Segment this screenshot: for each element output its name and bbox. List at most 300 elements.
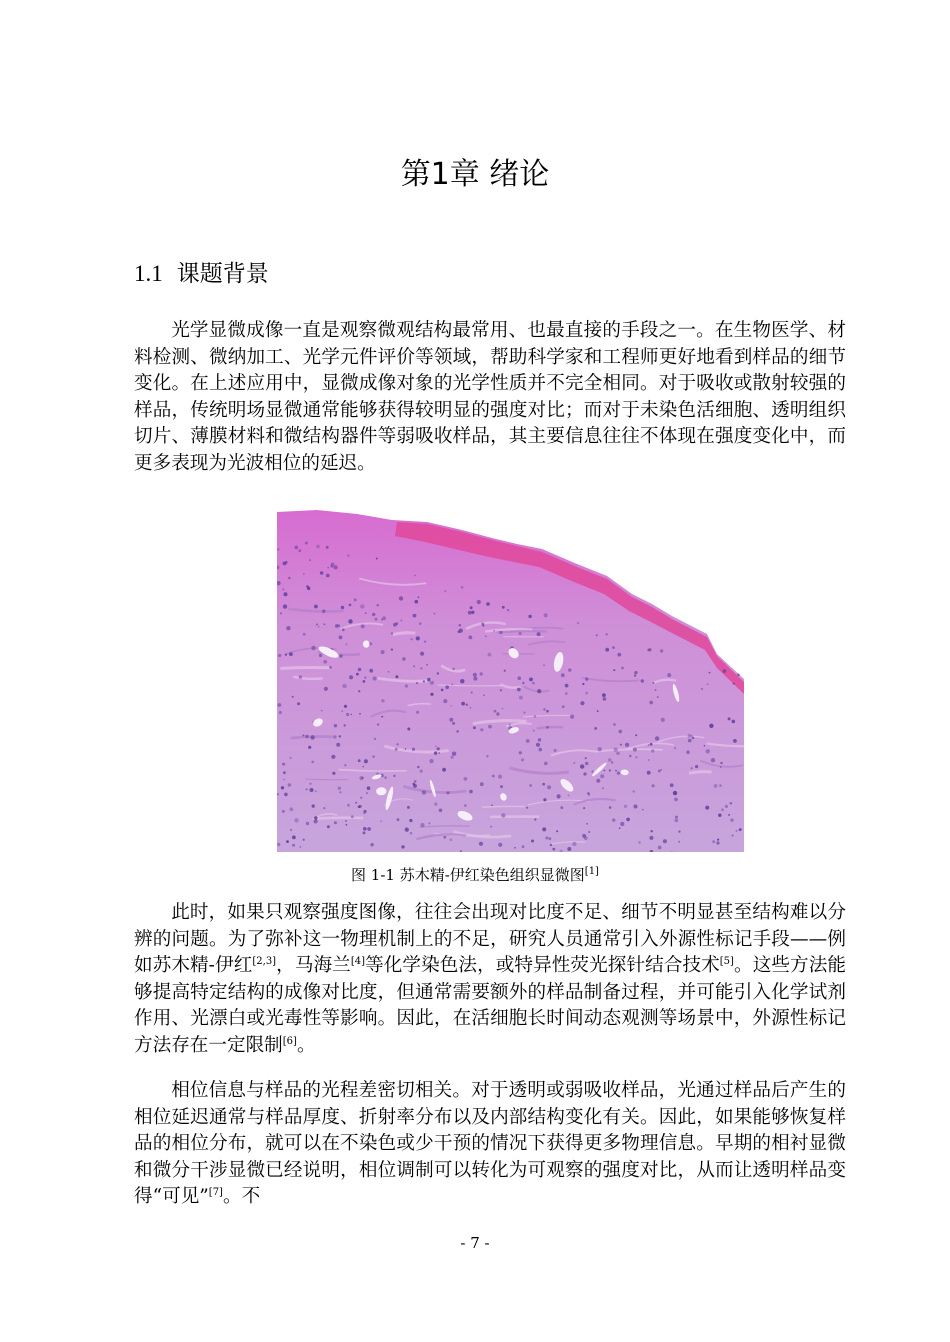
nucleus: [399, 596, 403, 600]
nucleus: [583, 807, 585, 809]
nucleus: [320, 572, 322, 574]
nucleus: [347, 804, 350, 807]
nucleus: [723, 669, 727, 673]
nucleus: [678, 841, 680, 843]
figure-caption-ref: [1]: [584, 866, 599, 877]
nucleus: [286, 626, 290, 630]
nucleus: [650, 743, 653, 746]
nucleus: [674, 747, 676, 749]
nucleus: [552, 848, 555, 851]
nucleus: [674, 819, 678, 823]
nucleus: [519, 632, 522, 635]
section-number: 1.1: [134, 261, 163, 286]
nucleus: [709, 672, 711, 674]
nucleus: [430, 693, 433, 696]
nucleus: [546, 726, 549, 729]
nucleus: [452, 722, 455, 725]
nucleus: [331, 755, 335, 759]
micrograph-image: [277, 504, 744, 852]
nucleus: [282, 588, 284, 590]
nucleus: [557, 794, 561, 798]
nucleus: [346, 713, 349, 716]
nucleus: [338, 787, 341, 790]
nucleus: [611, 761, 613, 763]
nucleus: [647, 771, 651, 775]
nucleus: [603, 697, 607, 701]
nucleus: [556, 830, 558, 832]
nucleus: [351, 714, 353, 716]
nucleus: [422, 790, 426, 794]
nucleus: [405, 684, 408, 687]
nucleus: [316, 545, 320, 549]
nucleus: [728, 814, 730, 816]
nucleus: [534, 818, 536, 820]
nucleus: [438, 752, 440, 754]
citation-ref: [6]: [282, 1035, 297, 1047]
nucleus: [441, 689, 444, 692]
nucleus: [444, 836, 447, 839]
nucleus: [359, 805, 362, 808]
nucleus: [720, 762, 722, 764]
nucleus: [344, 724, 346, 726]
nucleus: [629, 755, 632, 758]
nucleus: [616, 752, 619, 755]
nucleus: [620, 822, 624, 826]
nucleus: [647, 649, 650, 652]
nucleus: [545, 837, 548, 840]
nucleus: [651, 830, 653, 832]
nucleus: [464, 777, 468, 781]
nucleus: [542, 783, 545, 786]
nucleus: [442, 768, 446, 772]
nucleus: [526, 739, 530, 743]
nucleus: [292, 836, 296, 840]
nucleus: [309, 788, 313, 792]
nucleus: [737, 674, 740, 677]
nucleus: [739, 828, 742, 831]
nucleus: [635, 756, 637, 758]
nucleus: [658, 770, 661, 773]
nucleus: [281, 786, 284, 789]
nucleus: [367, 786, 371, 790]
nucleus: [376, 558, 378, 560]
figure-caption: [0, 864, 950, 886]
nucleus: [661, 718, 665, 722]
nucleus: [429, 759, 433, 763]
nucleus: [613, 669, 615, 671]
nucleus: [345, 643, 347, 645]
nucleus: [529, 784, 532, 787]
nucleus: [565, 684, 569, 688]
nucleus: [319, 654, 322, 657]
nucleus: [600, 774, 604, 778]
nucleus: [410, 832, 412, 834]
nucleus: [648, 744, 650, 746]
chapter-title: 第1章 绪论: [400, 157, 550, 192]
nucleus: [732, 835, 734, 837]
nucleus: [303, 633, 306, 636]
nucleus: [288, 783, 292, 787]
nucleus: [295, 546, 299, 550]
nucleus: [413, 614, 417, 618]
nucleus: [382, 616, 386, 620]
nucleus: [624, 805, 627, 808]
nucleus: [485, 635, 487, 637]
nucleus: [326, 546, 329, 549]
nucleus: [542, 827, 546, 831]
nucleus: [420, 823, 424, 827]
nucleus: [356, 673, 359, 676]
nucleus: [452, 752, 456, 756]
nucleus: [285, 561, 288, 564]
nucleus: [635, 734, 637, 736]
nucleus: [615, 770, 617, 772]
nucleus: [526, 807, 528, 809]
nucleus: [349, 675, 353, 679]
nucleus: [447, 791, 450, 794]
page-number: - 7 -: [460, 1234, 490, 1252]
nucleus: [292, 696, 294, 698]
nucleus: [339, 636, 343, 640]
nucleus: [670, 783, 674, 787]
nucleus: [289, 652, 293, 656]
nucleus: [401, 845, 404, 848]
nucleus: [318, 626, 320, 628]
nucleus: [479, 842, 483, 846]
nucleus: [344, 705, 347, 708]
nucleus: [612, 819, 615, 822]
nucleus: [633, 748, 637, 752]
nucleus: [470, 707, 472, 709]
nucleus: [614, 747, 618, 751]
nucleus: [451, 705, 453, 707]
nucleus: [449, 718, 453, 722]
nucleus: [430, 681, 434, 685]
nucleus: [602, 787, 604, 789]
citation-ref: [7]: [208, 1187, 223, 1199]
nucleus: [402, 657, 405, 660]
nucleus: [437, 747, 440, 750]
nucleus: [655, 736, 659, 740]
nucleus: [355, 802, 357, 804]
nucleus: [434, 803, 437, 806]
nucleus: [480, 782, 484, 786]
nucleus: [381, 650, 385, 654]
nucleus: [290, 807, 294, 811]
nucleus: [423, 680, 425, 682]
stroma-fiber: [280, 668, 329, 669]
nucleus: [279, 711, 282, 714]
nucleus: [414, 780, 417, 783]
nucleus: [469, 636, 473, 640]
nucleus: [691, 735, 693, 737]
nucleus: [324, 623, 326, 625]
nucleus: [583, 772, 586, 775]
nucleus: [674, 798, 678, 802]
nucleus: [443, 699, 447, 703]
nucleus: [567, 847, 571, 851]
nucleus: [481, 623, 484, 626]
nucleus: [346, 824, 348, 826]
nucleus: [326, 574, 330, 578]
nucleus: [306, 788, 308, 790]
nucleus: [580, 764, 584, 768]
nucleus: [649, 836, 653, 840]
nucleus: [642, 809, 644, 811]
nucleus: [297, 702, 300, 705]
nucleus: [381, 716, 383, 718]
nucleus: [284, 592, 288, 596]
nucleus: [323, 660, 327, 664]
nucleus: [420, 652, 424, 656]
nucleus: [351, 815, 354, 818]
nucleus: [393, 775, 395, 777]
nucleus: [322, 609, 326, 613]
nucleus: [588, 831, 590, 833]
nucleus: [480, 672, 483, 675]
nucleus: [651, 749, 654, 752]
nucleus: [518, 676, 522, 680]
nucleus: [292, 844, 295, 847]
nucleus: [537, 632, 541, 636]
nucleus: [409, 819, 412, 822]
nucleus: [358, 668, 362, 672]
nucleus: [494, 710, 497, 713]
nucleus: [719, 784, 722, 787]
stroma-fiber: [482, 806, 525, 807]
nucleus: [657, 696, 659, 698]
nucleus: [344, 764, 346, 766]
nucleus: [306, 585, 309, 588]
nucleus: [712, 840, 715, 843]
nucleus: [605, 648, 609, 652]
nucleus: [360, 604, 364, 608]
citation-ref: [4]: [350, 956, 366, 967]
nucleus: [521, 758, 524, 761]
nucleus: [585, 762, 589, 766]
nucleus: [626, 818, 630, 822]
nucleus: [522, 845, 525, 848]
nucleus: [603, 770, 605, 772]
nucleus: [334, 565, 338, 569]
nucleus: [560, 806, 563, 809]
nucleus: [663, 839, 667, 843]
nucleus: [381, 699, 384, 702]
nucleus: [415, 600, 419, 604]
nucleus: [464, 804, 467, 807]
nucleus: [391, 648, 393, 650]
nucleus: [701, 688, 703, 690]
nucleus: [688, 739, 692, 743]
nucleus: [334, 821, 337, 824]
nucleus: [284, 793, 288, 797]
nucleus: [470, 606, 473, 609]
nucleus: [638, 841, 641, 844]
nucleus: [305, 542, 308, 545]
nucleus: [426, 664, 428, 666]
nucleus: [397, 743, 399, 745]
nucleus: [519, 751, 522, 754]
nucleus: [514, 847, 516, 849]
nucleus: [580, 701, 584, 705]
nucleus: [634, 805, 638, 809]
nucleus: [451, 684, 453, 686]
nucleus: [617, 772, 620, 775]
nucleus: [736, 830, 738, 832]
nucleus: [388, 671, 390, 673]
nucleus: [490, 826, 492, 828]
nucleus: [460, 679, 464, 683]
nucleus: [327, 567, 329, 569]
nucleus: [283, 604, 287, 608]
nucleus: [652, 784, 655, 787]
nucleus: [706, 749, 710, 753]
nucleus: [294, 818, 298, 822]
nucleus: [717, 839, 719, 841]
nucleus: [573, 762, 575, 764]
nucleus: [309, 783, 311, 785]
nucleus: [341, 710, 343, 712]
nucleus: [582, 834, 586, 838]
nucleus: [517, 688, 521, 692]
nucleus: [342, 684, 346, 688]
nucleus: [691, 767, 693, 769]
nucleus: [290, 829, 292, 831]
nucleus: [452, 668, 454, 670]
nucleus: [617, 653, 621, 657]
nucleus: [400, 620, 402, 622]
nucleus: [531, 840, 534, 843]
nucleus: [456, 730, 458, 732]
nucleus: [417, 766, 420, 769]
nucleus: [384, 776, 387, 779]
nucleus: [549, 837, 552, 840]
nucleus: [612, 646, 615, 649]
nucleus: [336, 743, 340, 747]
nucleus: [594, 727, 597, 730]
nucleus: [730, 819, 733, 822]
nucleus: [728, 717, 731, 720]
stroma-fiber: [314, 818, 363, 819]
nucleus: [488, 725, 492, 729]
nucleus: [285, 654, 287, 656]
text-segment: 等化学染色法，或特异性荧光探针结合技术: [365, 955, 720, 977]
nucleus: [507, 609, 509, 611]
nucleus: [359, 713, 361, 715]
nucleus: [312, 804, 315, 807]
nucleus: [483, 694, 485, 696]
nucleus: [458, 630, 461, 633]
nucleus: [427, 678, 431, 682]
nucleus: [363, 680, 366, 683]
nucleus: [596, 634, 598, 636]
nucleus: [347, 554, 350, 557]
nucleus: [303, 839, 305, 841]
nucleus: [498, 775, 502, 779]
stroma-fiber: [305, 779, 348, 780]
nucleus: [372, 755, 375, 758]
paragraph-phase: [134, 1078, 846, 1211]
nucleus: [733, 683, 735, 685]
nucleus: [303, 573, 305, 575]
nucleus: [504, 670, 506, 672]
nucleus: [323, 807, 325, 809]
nucleus: [362, 766, 364, 768]
nucleus: [538, 738, 541, 741]
nucleus: [609, 769, 611, 771]
nucleus: [364, 677, 366, 679]
stroma-fiber: [689, 772, 712, 774]
nucleus: [364, 759, 368, 763]
nucleus: [435, 746, 437, 748]
nucleus: [491, 804, 493, 806]
nucleus: [354, 598, 357, 601]
nucleus: [543, 798, 546, 801]
nucleus: [280, 612, 282, 614]
nucleus: [547, 785, 551, 789]
paragraph-staining: [134, 900, 846, 1060]
nucleus: [711, 758, 715, 762]
nucleus: [716, 841, 719, 844]
nucleus: [420, 667, 422, 669]
nucleus: [529, 678, 533, 682]
nucleus: [439, 809, 443, 813]
nucleus: [434, 751, 437, 754]
nucleus: [308, 746, 311, 749]
nucleus: [345, 820, 347, 822]
nucleus: [407, 806, 410, 809]
nucleus: [414, 575, 416, 577]
nucleus: [498, 843, 502, 847]
nucleus: [688, 734, 692, 738]
nucleus: [437, 672, 439, 674]
nucleus: [444, 590, 446, 592]
nucleus: [488, 653, 492, 657]
nucleus: [314, 605, 318, 609]
text-segment: 此时，如果只观察强度图像，往往会出现对比度不足、细节不明显甚至结构难以分辨的问题。为了弥补这一物理机制上的不足，研究人员通常引入外源性标记手段——例如苏木精-伊红: [134, 902, 846, 977]
nucleus: [509, 724, 511, 726]
nucleus: [619, 827, 621, 829]
nucleus: [277, 548, 279, 550]
nucleus: [315, 791, 317, 793]
nucleus: [377, 604, 379, 606]
nucleus: [370, 843, 373, 846]
paragraph-intro: 光学显微成像一直是观察微观结构最常用、也最直接的手段之一。在生物医学、材料检测、微纳加工、光学元件评价等领域，帮助科学家和工程师更好地看到样品的细节变化。在上述应用中，显微成像对象的光学性质并不完全相同。对于吸收或散射较强的样品，传统明场显微通常能够获得较明显的强度对比；而对于未染色活细胞、透明组织切片、薄膜材料和微结构器件等弱吸收样品，其主要信息往往不体现在强度变化中，而更多表现为光波相位的延迟。: [134, 320, 846, 474]
nucleus: [334, 724, 337, 727]
text-segment: ，马海兰: [276, 955, 351, 977]
nucleus: [692, 737, 695, 740]
nucleus: [321, 710, 323, 712]
nucleus: [300, 846, 302, 848]
nucleus: [695, 765, 698, 768]
nucleus: [428, 822, 430, 824]
nucleus: [602, 693, 606, 697]
nucleus: [522, 682, 524, 684]
nucleus: [286, 840, 289, 843]
nucleus: [445, 685, 449, 689]
nucleus: [533, 730, 535, 732]
nucleus: [314, 816, 317, 819]
nucleus: [375, 618, 378, 621]
nucleus: [413, 665, 415, 667]
he-stained-tissue-figure: [277, 504, 744, 852]
nucleus: [633, 790, 635, 792]
nucleus: [502, 606, 505, 609]
nucleus: [473, 673, 477, 677]
nucleus: [278, 703, 282, 707]
text-segment: 。: [296, 1034, 316, 1056]
nucleus: [655, 689, 657, 691]
